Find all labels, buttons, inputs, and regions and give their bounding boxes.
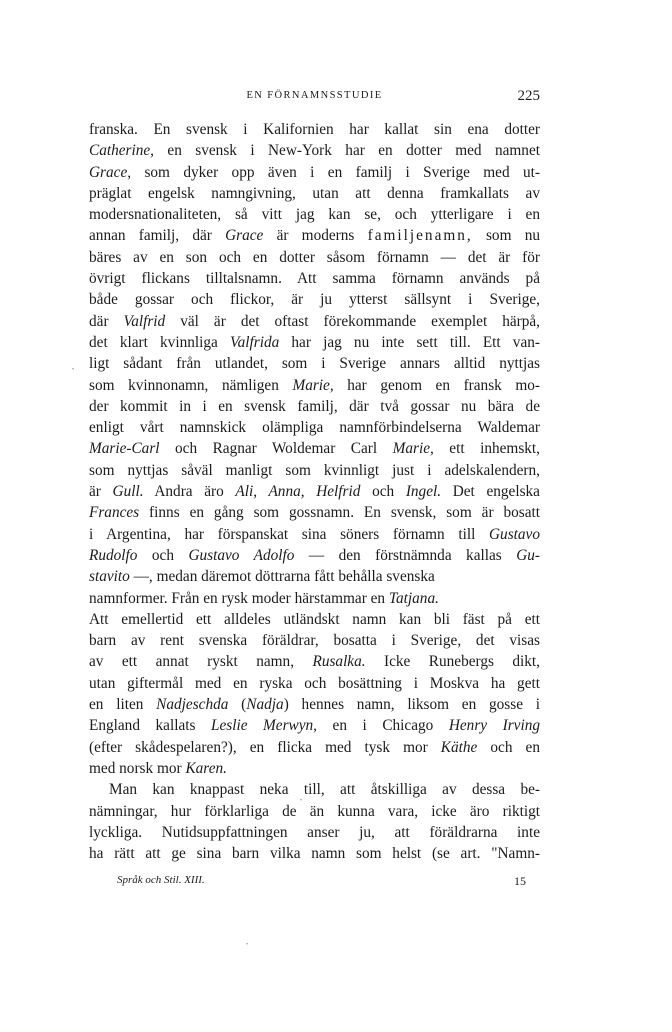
text-line <box>89 779 540 800</box>
spaced-word: familjenamn, <box>367 227 473 245</box>
text-line <box>89 715 540 736</box>
italic-name: Grace, <box>89 163 132 181</box>
text-line <box>89 545 540 566</box>
text-run: nämningar, hur förklarliga de än kunna vara, icke äro riktigt <box>89 802 540 820</box>
text-run: finns en gång som gossnamn. En svensk, som är bosatt <box>139 504 540 522</box>
italic-name: Leslie Merwyn, <box>210 717 318 735</box>
text-line <box>89 375 540 396</box>
text-run: en svensk i New-York har en dotter med namnet <box>154 142 540 160</box>
text-line <box>89 822 540 843</box>
text-run: där <box>89 312 124 330</box>
text-run: det klart kvinnliga <box>89 333 230 351</box>
text-run: bäres av en son och en dotter såsom förnamn — det är för <box>89 248 540 266</box>
italic-name: Valfrida <box>229 333 280 351</box>
text-run: ligt sådant från utlandet, som i Sverige annars alltid nyttjas <box>89 355 540 373</box>
margin-dot: • <box>300 798 303 804</box>
text-line <box>89 651 540 672</box>
text-line <box>89 481 540 502</box>
text-line <box>89 119 540 140</box>
text-line <box>89 438 540 459</box>
text-run: ) hennes namn, liksom en gosse i <box>283 696 541 714</box>
italic-name: Marie, <box>292 376 334 394</box>
text-run: och <box>360 483 406 501</box>
text-line <box>89 183 540 204</box>
text-line <box>89 247 540 268</box>
text-run: som dyker opp även i en familj i Sverige med ut- <box>131 163 540 181</box>
italic-name: Marie, <box>392 440 434 458</box>
text-line <box>89 566 540 587</box>
running-title: EN FÖRNAMNSSTUDIE <box>246 90 383 101</box>
text-line <box>89 502 540 523</box>
text-line <box>89 609 540 630</box>
text-run: annan familj, där <box>89 227 226 245</box>
text-line <box>89 332 540 353</box>
text-run: modersnationaliteten, så vitt jag kan se, och ytterligare i en <box>89 206 540 224</box>
text-run: —, medan däremot döttrarna fått behålla svenska <box>129 568 435 586</box>
italic-name: Gu- <box>516 546 540 564</box>
text-run: Det engelska <box>441 483 540 501</box>
text-line <box>89 225 540 246</box>
text-run: ett inhemskt, <box>433 440 540 458</box>
italic-name: Ali, Anna, Helfrid <box>235 483 361 501</box>
text-run: väl är det oftast förekommande exemplet härpå, <box>165 312 540 330</box>
text-run: av ett annat ryskt namn, <box>89 653 313 671</box>
text-line <box>89 630 540 651</box>
text-run: präglat engelsk namngivning, utan att denna framkallats av <box>89 184 540 202</box>
text-run: med norsk mor <box>89 759 186 777</box>
italic-name: Catherine, <box>89 142 155 160</box>
italic-name: Marie-Carl <box>89 440 160 458</box>
text-run: som nu <box>472 227 540 245</box>
italic-name: Gustavo Adolfo <box>188 546 295 564</box>
text-run: ( <box>228 696 247 714</box>
italic-name: Gustavo <box>489 525 540 543</box>
text-line <box>89 843 540 864</box>
text-run: och <box>137 546 189 564</box>
text-run: övrigt flickans tilltalsnamn. Att samma förnamn används på <box>89 270 540 288</box>
text-line <box>89 588 540 609</box>
margin-dot: • <box>246 942 249 948</box>
text-line <box>89 289 540 310</box>
text-run: England kallats <box>89 717 211 735</box>
italic-name: Gull. <box>112 483 144 501</box>
text-line <box>89 417 540 438</box>
italic-name: Grace <box>225 227 264 245</box>
text-run: der kommit in i en svensk familj, där två gossar nu bära de <box>89 397 540 415</box>
italic-name: Rudolfo <box>89 546 138 564</box>
text-line <box>89 460 540 481</box>
margin-dot: • <box>72 367 75 373</box>
text-line <box>89 353 540 374</box>
body-text <box>89 119 540 864</box>
text-run: både gossar och flickor, är ju ytterst sällsynt i Sverige, <box>89 291 540 309</box>
text-run: lyckliga. Nutidsuppfattningen anser ju, att föräldrarna inte <box>89 823 540 841</box>
text-run: Andra äro <box>143 483 236 501</box>
text-run: franska. En svensk i Kalifornien har kallat sin ena dotter <box>89 121 540 138</box>
text-run: barn av rent svenska föräldrar, bosatta i Sverige, det visas <box>89 632 540 650</box>
italic-name: Rusalka. <box>312 653 366 671</box>
text-run: i Argentina, har förspanskat sina söners förnamn till <box>89 525 489 543</box>
italic-name: Karen. <box>185 759 227 777</box>
italic-name: Tatjana. <box>388 589 439 607</box>
text-line <box>89 396 540 417</box>
text-line <box>89 268 540 289</box>
text-run: som kvinnonamn, nämligen <box>89 376 293 394</box>
page-header <box>89 88 540 106</box>
italic-name: Nadja <box>246 696 284 714</box>
text-run: (efter skådespelaren?), en flicka med tysk mor <box>89 738 441 756</box>
text-line <box>89 524 540 545</box>
text-line <box>89 204 540 225</box>
text-line <box>89 140 540 161</box>
text-line <box>89 673 540 694</box>
italic-name: Valfrid <box>123 312 166 330</box>
text-line <box>89 311 540 332</box>
text-run: har jag nu inte sett till. Ett van- <box>279 333 540 351</box>
text-run: och en <box>477 738 540 756</box>
text-line <box>89 694 540 715</box>
signature-mark: 15 <box>514 874 526 888</box>
text-line <box>89 801 540 822</box>
italic-name: Henry Irving <box>448 717 540 735</box>
italic-name: Käthe <box>440 738 478 756</box>
text-run: Man kan knappast neka till, att åtskilliga av dessa be- <box>109 781 540 799</box>
text-run: en i Chicago <box>317 717 449 735</box>
text-run: är <box>89 483 113 501</box>
text-run: — den förstnämnda kallas <box>294 546 517 564</box>
text-run: har genom en fransk mo- <box>333 376 541 394</box>
text-run: som nyttjas såväl manligt som kvinnligt just i adelskalendern, <box>89 461 540 479</box>
text-run: utan giftermål med en ryska och bosättning i Moskva ha gett <box>89 674 540 692</box>
text-run: är moderns <box>263 227 368 245</box>
text-line <box>89 162 540 183</box>
italic-name: Nadjeschda <box>156 696 229 714</box>
signature-note: Språk och Stil. XIII. <box>117 874 205 886</box>
italic-name: stavito <box>89 568 130 586</box>
text-run: och Ragnar Woldemar Carl <box>159 440 393 458</box>
italic-name: Ingel. <box>405 483 442 501</box>
text-line <box>89 758 540 779</box>
text-run: Att emellertid ett alldeles utländskt namn kan bli fäst på ett <box>89 610 540 628</box>
text-run: Icke Runebergs dikt, <box>365 653 540 671</box>
text-run: ha rätt att ge sina barn vilka namn som helst (se art. "Namn- <box>89 845 540 863</box>
text-run: en liten <box>89 696 157 714</box>
page-footer <box>89 874 540 892</box>
text-line <box>89 737 540 758</box>
page-number: 225 <box>517 88 540 104</box>
text-run: enligt vårt namnskick olämpliga namnförbindelserna Waldemar <box>89 419 540 437</box>
italic-name: Frances <box>89 504 140 522</box>
text-run: namnformer. Från en rysk moder härstammar en <box>89 589 389 607</box>
